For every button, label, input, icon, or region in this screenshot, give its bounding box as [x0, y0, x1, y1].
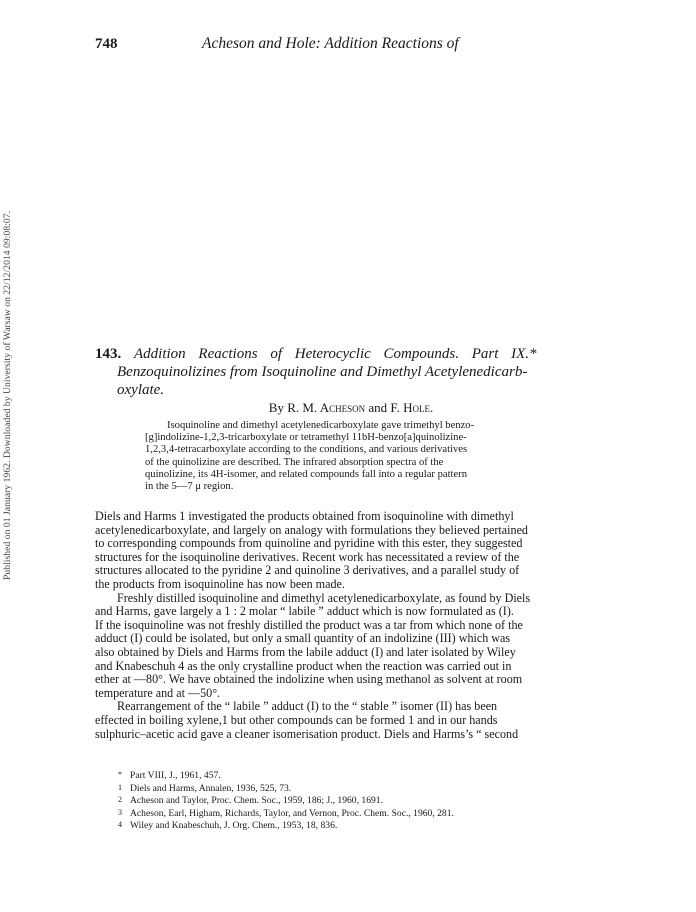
footnote [118, 782, 608, 795]
abstract [145, 420, 558, 493]
byline-prefix: By [268, 400, 284, 415]
running-title: Acheson and Hole: Addition Reactions of [202, 35, 459, 52]
paragraph-line: Diels and Harms 1 investigated the products obtained from isoquinoline with dimethyl [95, 509, 514, 523]
author-2: F. Hole. [390, 400, 434, 415]
title-line-3: oxylate. [117, 382, 165, 398]
footnote-text: Part VIII, J., 1961, 457. [130, 770, 221, 781]
footnote [118, 769, 608, 782]
byline [95, 400, 607, 416]
paragraph-line: effected in boiling xylene,1 but other compounds can be formed 1 and in our hands [95, 712, 498, 727]
title-line-2: Benzoquinolizines from Isoquinoline and Dimethyl Acetylenedicarb- [117, 364, 528, 380]
footnote-text: Diels and Harms, Annalen, 1936, 525, 73. [130, 782, 292, 794]
footnote-mark: 3 [118, 807, 122, 817]
article-number: 143. [95, 346, 122, 362]
byline-and: and [368, 400, 388, 415]
abstract-line: 1,2,3,4-tetracarboxylate according to the conditions, and various derivatives [145, 444, 468, 456]
paragraph-line: the products from isoquinoline has now been made. [95, 576, 345, 591]
paragraph-line: structures for the isoquinoline derivatives. Recent work has necessitated a review of the [95, 549, 520, 564]
paragraph-line: sulphuric–acetic acid gave a cleaner isomerisation product. Diels and Harms’s “ second [95, 726, 519, 741]
footnote-mark: 1 [118, 782, 122, 792]
paragraph-line: Rearrangement of the “ labile ” adduct (I) to the “ stable ” isomer (II) has been [117, 699, 498, 714]
paragraph-line: ether at —80°. We have obtained the indolizine when using methanol as solvent at room [95, 672, 523, 687]
footnote-mark: 2 [118, 795, 122, 805]
article-title [95, 345, 607, 399]
footnotes [118, 769, 608, 832]
paragraph-line: also obtained by Diels and Harms from the labile adduct (I) and later isolated by Wiley [95, 644, 516, 659]
footnote [118, 819, 608, 832]
author-1: R. M. Acheson [287, 400, 366, 415]
footnote-mark: 4 [118, 820, 122, 830]
abstract-line: [g]indolizine-1,2,3-tricarboxylate or tetramethyl 11bH-benzo[a]quinolizine- [145, 432, 467, 444]
paragraph-line: and Knabeschuh 4 as the only crystalline product when the reaction was carried out in [95, 658, 512, 673]
side-note-text: Published on 01 January 1962. Downloaded by University of Warsaw on 22/12/2014 09:08:07. [2, 210, 13, 580]
abstract-line: in the 5—7 μ region. [145, 481, 234, 493]
paragraph-line: If the isoquinoline was not freshly distilled the product was a tar from which none of the [95, 617, 523, 632]
footnote-mark: * [118, 770, 122, 779]
body-text [95, 510, 607, 741]
abstract-line: quinolizine, its 4H-isomer, and related compounds fall into a regular pattern [145, 468, 468, 480]
paragraph-line: temperature and at —50°. [95, 685, 221, 700]
abstract-line: Isoquinoline and dimethyl acetylenedicarboxylate gave trimethyl benzo- [167, 420, 475, 431]
footnote-text: Wiley and Knabeschuh, J. Org. Chem., 1953, 18, 836. [130, 820, 338, 832]
footnote [118, 794, 608, 807]
paragraph-line: adduct (I) could be isolated, but only a small quantity of an indolizine (III) which was [95, 631, 511, 646]
title-text-1: Addition Reactions of Heterocyclic Compounds. Part IX.* [134, 346, 537, 362]
publication-side-note [2, 150, 16, 580]
paragraph-line: to corresponding compounds from quinoline and pyridine with this ester, they suggested [95, 536, 523, 551]
footnote-text: Acheson, Earl, Higham, Richards, Taylor, and Vernon, Proc. Chem. Soc., 1960, 281. [130, 807, 454, 819]
footnote [118, 807, 608, 820]
footnote-text: Acheson and Taylor, Proc. Chem. Soc., 1959, 186; J., 1960, 1691. [130, 795, 383, 807]
abstract-line: of the quinolizine are described. The infrared absorption spectra of the [145, 456, 444, 468]
paragraph-line: Freshly distilled isoquinoline and dimethyl acetylenedicarboxylate, as found by Diels [117, 590, 531, 605]
paragraph-line: structures allocated to the pyridine 2 and quinoline 3 derivatives, and a parallel study of [95, 563, 520, 578]
title-line-1 [95, 345, 607, 363]
paragraph-line: acetylenedicarboxylate, and largely on analogy with formulations they believed pertained [95, 522, 528, 537]
page-number: 748 [95, 36, 118, 52]
paragraph-line: and Harms, gave largely a 1 : 2 molar “ labile ” adduct which is now formulated as (I). [95, 604, 514, 619]
